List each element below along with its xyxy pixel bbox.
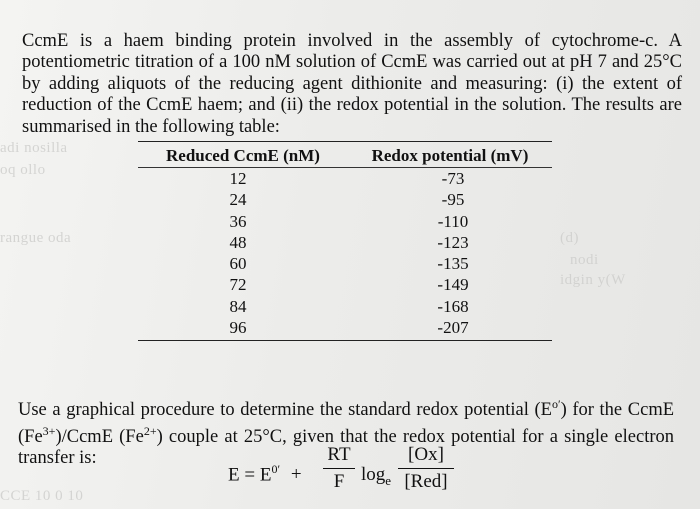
equation-lhs [228, 462, 302, 486]
table-row [138, 232, 552, 253]
standard-potential-superscript: o′ [551, 396, 561, 411]
bleed-through-text: rangue oda [0, 230, 72, 246]
fraction-denominator: [Red] [404, 471, 448, 492]
question-text: ) for the CcmE (Fe [18, 399, 675, 447]
reduced-ccme-cell: 36 [229, 211, 247, 231]
question-text: Use a graphical procedure to determine the standard redox potential (E [18, 399, 552, 420]
bleed-through-text: CCE 10 0 10 [0, 488, 84, 504]
redox-potential-cell: -149 [437, 275, 469, 295]
table-bottom-rule [138, 340, 552, 341]
redox-potential-cell: -135 [437, 254, 469, 274]
bleed-through-text: nodi [570, 252, 599, 268]
redox-potential-cell: -207 [437, 318, 469, 338]
reduced-ccme-cell: 72 [229, 275, 247, 295]
table-row [138, 317, 552, 338]
ferrous-charge-superscript: 2+ [143, 423, 157, 438]
reduced-ccme-cell: 24 [229, 190, 247, 210]
equation-plus-sign: + [290, 464, 302, 486]
reduced-ccme-cell: 48 [229, 232, 247, 252]
table-row [138, 189, 552, 210]
log-text: log [361, 464, 386, 485]
bleed-through-text: idgin y(W [560, 272, 626, 288]
reduced-ccme-cell: 12 [229, 169, 247, 188]
log-base: e [385, 472, 392, 488]
fraction-denominator: F [333, 471, 345, 492]
redox-potential-cell: -110 [437, 211, 469, 231]
fraction-numerator: RT [323, 444, 355, 469]
bleed-through-text: oq ollo [0, 162, 46, 178]
table-row [138, 274, 552, 295]
reduced-ccme-cell: 96 [229, 318, 247, 338]
ox-over-red-fraction [398, 444, 454, 493]
reduced-ccme-cell: 60 [229, 254, 247, 274]
column-header-redox-potential: Redox potential (mV) [371, 146, 529, 165]
table-row [138, 296, 552, 317]
table-header-row [138, 142, 552, 166]
reduced-ccme-cell: 84 [229, 296, 247, 316]
redox-potential-cell: -123 [437, 232, 469, 252]
equation-standard-superscript: 0′ [271, 462, 281, 476]
titration-data-table [138, 141, 552, 341]
problem-intro-paragraph: CcmE is a haem binding protein involved in the assembly of cytochrome-c. A potentiometric titration of a 100 nM solution of CcmE was carried out at pH 7 and 25°C by adding aliquots of the reducing agent dithionite and measuring: (i) the extent of reduction of the CcmE haem; and (ii) the redox potential in the solution. The results are summarised in the following table: [22, 30, 682, 137]
bleed-through-text: (d) [560, 230, 579, 246]
rt-over-f-fraction [323, 444, 355, 493]
fraction-numerator: [Ox] [398, 444, 454, 469]
question-text: )/CcmE (Fe [55, 426, 144, 447]
table-row [138, 253, 552, 274]
table-row [138, 211, 552, 232]
column-header-reduced-ccme: Reduced CcmE (nM) [166, 146, 320, 165]
question-text: ) couple at 25°C, given that the redox potential for a single electron transfer is: [18, 426, 674, 468]
redox-potential-cell: -73 [441, 169, 465, 188]
bleed-through-text: adi nosilla [0, 140, 68, 156]
ferric-charge-superscript: 3+ [42, 423, 56, 438]
redox-potential-cell: -95 [441, 190, 465, 210]
table-row [138, 168, 552, 189]
redox-potential-cell: -168 [437, 296, 469, 316]
equation-lhs-text: E = E [228, 464, 272, 486]
natural-log [361, 464, 391, 489]
